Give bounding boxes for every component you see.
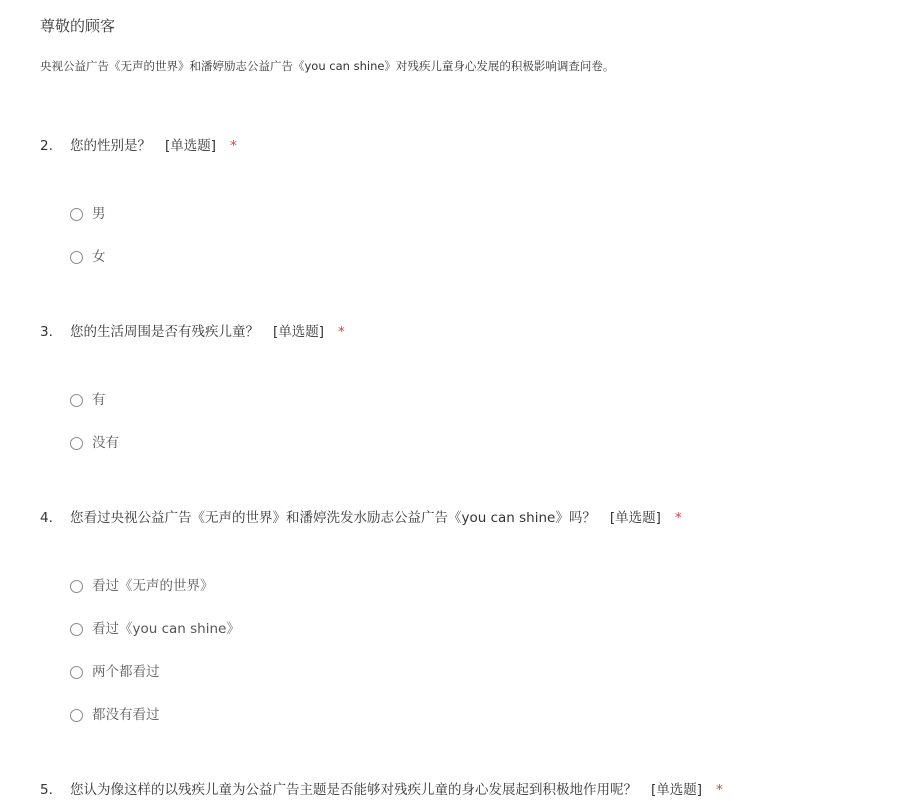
option-label: 没有 bbox=[92, 435, 119, 451]
question-header bbox=[40, 507, 880, 529]
required-mark: * bbox=[716, 782, 723, 798]
option-label: 都没有看过 bbox=[92, 707, 160, 723]
radio-circle-icon[interactable] bbox=[70, 437, 83, 450]
option-watched-both[interactable] bbox=[70, 662, 160, 682]
question-number: 3. bbox=[40, 324, 53, 340]
question-2 bbox=[40, 135, 880, 265]
survey-intro: 央视公益广告《无声的世界》和潘婷励志公益广告《you can shine》对残疾儿童身心发展的积极影响调查问卷。 bbox=[40, 59, 615, 73]
question-type: [单选题] bbox=[165, 138, 217, 154]
option-male[interactable] bbox=[70, 204, 106, 224]
question-3 bbox=[40, 321, 880, 451]
question-text: 您的性别是？ bbox=[70, 138, 151, 154]
radio-circle-icon[interactable] bbox=[70, 623, 83, 636]
radio-circle-icon[interactable] bbox=[70, 580, 83, 593]
required-mark: * bbox=[338, 324, 345, 340]
question-4 bbox=[40, 507, 880, 723]
option-yes[interactable] bbox=[70, 390, 106, 410]
question-text-wrap bbox=[70, 135, 237, 157]
question-number: 4. bbox=[40, 510, 53, 526]
option-female[interactable] bbox=[70, 247, 106, 267]
radio-circle-icon[interactable] bbox=[70, 709, 83, 722]
option-label: 有 bbox=[92, 392, 106, 408]
question-text: 您认为像这样的以残疾儿童为公益广告主题是否能够对残疾儿童的身心发展起到积极地作用呢？ bbox=[70, 782, 637, 798]
option-no[interactable] bbox=[70, 433, 119, 453]
radio-circle-icon[interactable] bbox=[70, 251, 83, 264]
question-number: 2. bbox=[40, 138, 53, 154]
option-watched-silent-world[interactable] bbox=[70, 576, 214, 596]
required-mark: * bbox=[674, 510, 682, 526]
question-number: 5. bbox=[40, 782, 53, 798]
question-text: 您的生活周围是否有残疾儿童？ bbox=[70, 324, 259, 340]
question-text-wrap bbox=[70, 321, 345, 343]
option-label: 看过《you can shine》 bbox=[92, 621, 240, 637]
required-mark: * bbox=[230, 138, 237, 154]
question-type: [单选题] bbox=[651, 782, 703, 798]
option-watched-you-can-shine[interactable] bbox=[70, 619, 240, 639]
question-header bbox=[40, 779, 880, 801]
radio-circle-icon[interactable] bbox=[70, 208, 83, 221]
radio-circle-icon[interactable] bbox=[70, 394, 83, 407]
option-label: 看过《无声的世界》 bbox=[92, 578, 214, 594]
question-text-wrap bbox=[70, 779, 723, 801]
option-label: 女 bbox=[92, 249, 106, 265]
question-text-wrap bbox=[70, 507, 682, 529]
question-type: [单选题] bbox=[273, 324, 325, 340]
option-label: 男 bbox=[92, 206, 106, 222]
radio-circle-icon[interactable] bbox=[70, 666, 83, 679]
question-text: 您看过央视公益广告《无声的世界》和潘婷洗发水励志公益广告《you can shine》吗？ bbox=[70, 510, 596, 526]
option-label: 两个都看过 bbox=[92, 664, 160, 680]
question-header bbox=[40, 135, 880, 157]
question-header bbox=[40, 321, 880, 343]
question-5 bbox=[40, 779, 880, 801]
question-type: [单选题] bbox=[609, 510, 661, 526]
survey-title: 尊敬的顾客 bbox=[40, 17, 116, 35]
option-watched-neither[interactable] bbox=[70, 705, 160, 725]
